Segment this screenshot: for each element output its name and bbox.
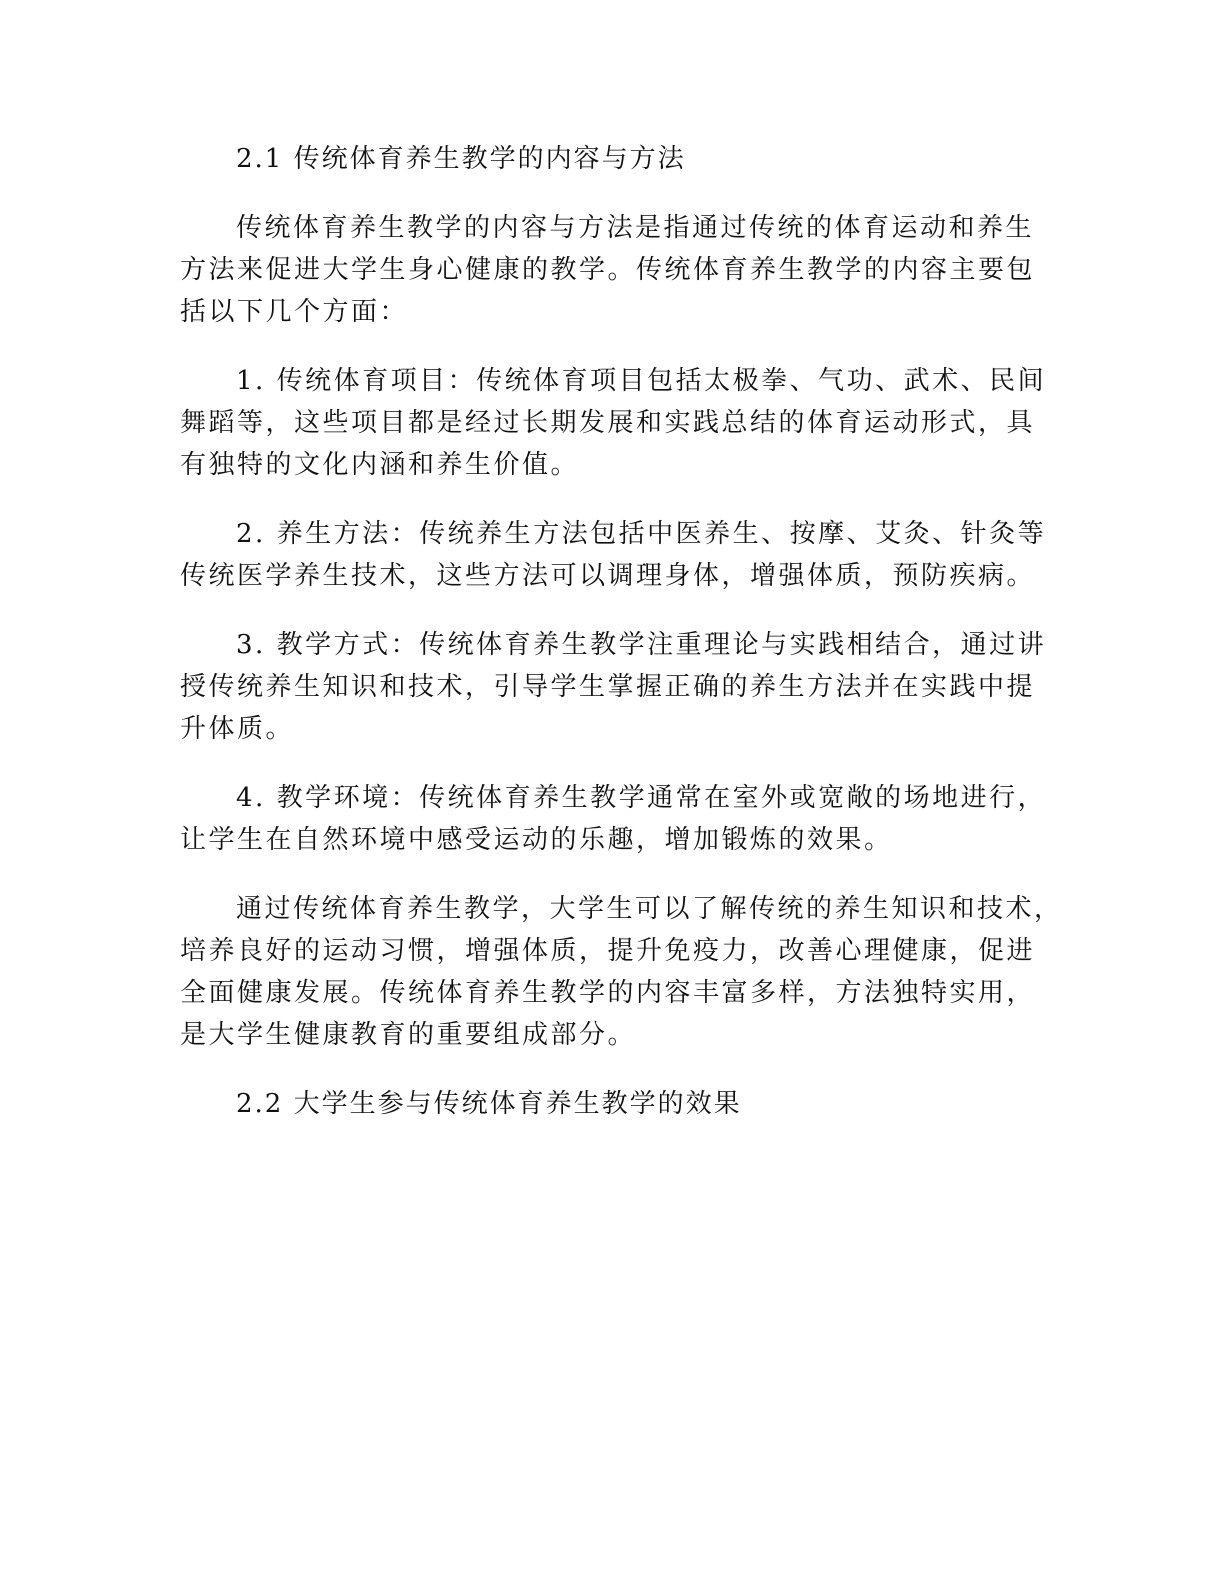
paragraph-line: 升体质。	[180, 714, 295, 744]
paragraph-line: 是大学生健康教育的重要组成部分。	[180, 1020, 637, 1050]
paragraph-line: 授传统养生知识和技术，引导学生掌握正确的养生方法并在实践中提	[180, 672, 1036, 702]
paragraph-line: 通过传统体育养生教学，大学生可以了解传统的养生知识和技术，	[236, 894, 1063, 924]
paragraph-summary	[180, 888, 1063, 1056]
section-heading	[180, 1083, 1040, 1125]
document-body	[180, 138, 1063, 1152]
paragraph-line: 舞蹈等，这些项目都是经过长期发展和实践总结的体育运动形式，具	[180, 408, 1036, 438]
paragraph-line: 方法来促进大学生身心健康的教学。传统体育养生教学的内容主要包	[180, 255, 1036, 285]
list-item-3	[180, 624, 1047, 750]
paragraph-line: 有独特的文化内涵和养生价值。	[180, 450, 580, 480]
heading-2-1: 2.1 传统体育养生教学的内容与方法	[236, 144, 686, 174]
paragraph-line: 4. 教学环境：传统体育养生教学通常在室外或宽敞的场地进行，	[236, 783, 1047, 813]
paragraph-line: 全面健康发展。传统体育养生教学的内容丰富多样，方法独特实用，	[180, 978, 1036, 1008]
paragraph-line: 2. 养生方法：传统养生方法包括中医养生、按摩、艾灸、针灸等	[236, 519, 1047, 549]
paragraph-line: 3. 教学方式：传统体育养生教学注重理论与实践相结合，通过讲	[236, 630, 1047, 660]
paragraph-line: 传统体育养生教学的内容与方法是指通过传统的体育运动和养生	[236, 213, 1035, 243]
section-heading	[180, 138, 1040, 180]
paragraph-line: 括以下几个方面：	[180, 297, 409, 327]
list-item-4	[180, 777, 1047, 861]
paragraph-line: 1. 传统体育项目：传统体育项目包括太极拳、气功、武术、民间	[236, 366, 1047, 396]
paragraph-intro	[180, 207, 1040, 333]
paragraph-line: 传统医学养生技术，这些方法可以调理身体，增强体质，预防疾病。	[180, 561, 1036, 591]
list-item-2	[180, 513, 1047, 597]
paragraph-line: 让学生在自然环境中感受运动的乐趣，增加锻炼的效果。	[180, 825, 893, 855]
heading-2-2: 2.2 大学生参与传统体育养生教学的效果	[236, 1089, 742, 1119]
paragraph-line: 培养良好的运动习惯，增强体质，提升免疫力，改善心理健康，促进	[180, 936, 1036, 966]
list-item-1	[180, 360, 1047, 486]
